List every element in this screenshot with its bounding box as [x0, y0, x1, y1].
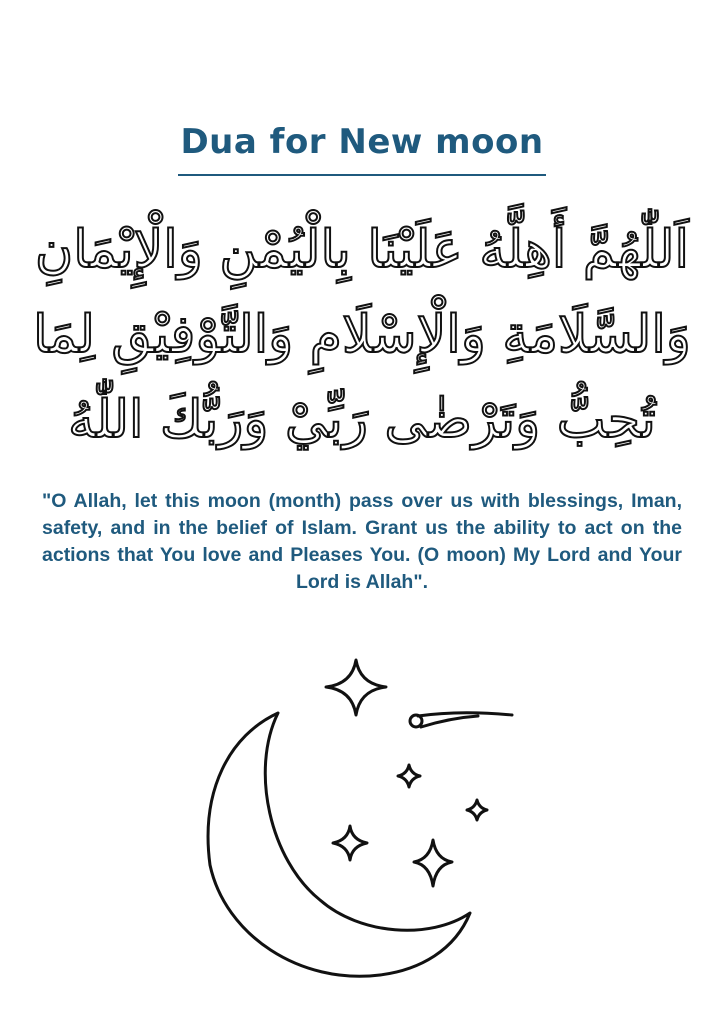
star-icon — [326, 660, 386, 715]
arabic-dua-line-2: وَالسَّلَامَةِ وَالْإِسْلَامِ وَالتَّوْفِيْقِ لِمَا — [33, 305, 691, 365]
star-icon — [398, 765, 420, 787]
dua-translation: "O Allah, let this moon (month) pass over us with blessings, Iman, safety, and in the belief of Islam. Grant us the ability to act on the actions that You love and Pleases You. (O moon) My Lord and Your Lord is Allah". — [42, 490, 682, 593]
page-title: Dua for New moon — [180, 122, 544, 162]
moon-illustration — [0, 640, 724, 1024]
star-icon — [333, 826, 367, 860]
title-underline — [178, 174, 546, 176]
star-icon — [414, 840, 452, 886]
arabic-dua-line-1: اَللّٰهُمَّ أَهِلَّهُ عَلَيْنَا بِالْيُمْنِ وَالْإِيْمَانِ — [35, 220, 689, 280]
arabic-dua-line-3: تُحِبُّ وَتَرْضٰى رَبِّيْ وَرَبُّكَ اللّٰهُ — [68, 390, 656, 450]
shooting-star-icon — [410, 713, 512, 727]
star-icon — [467, 800, 487, 820]
